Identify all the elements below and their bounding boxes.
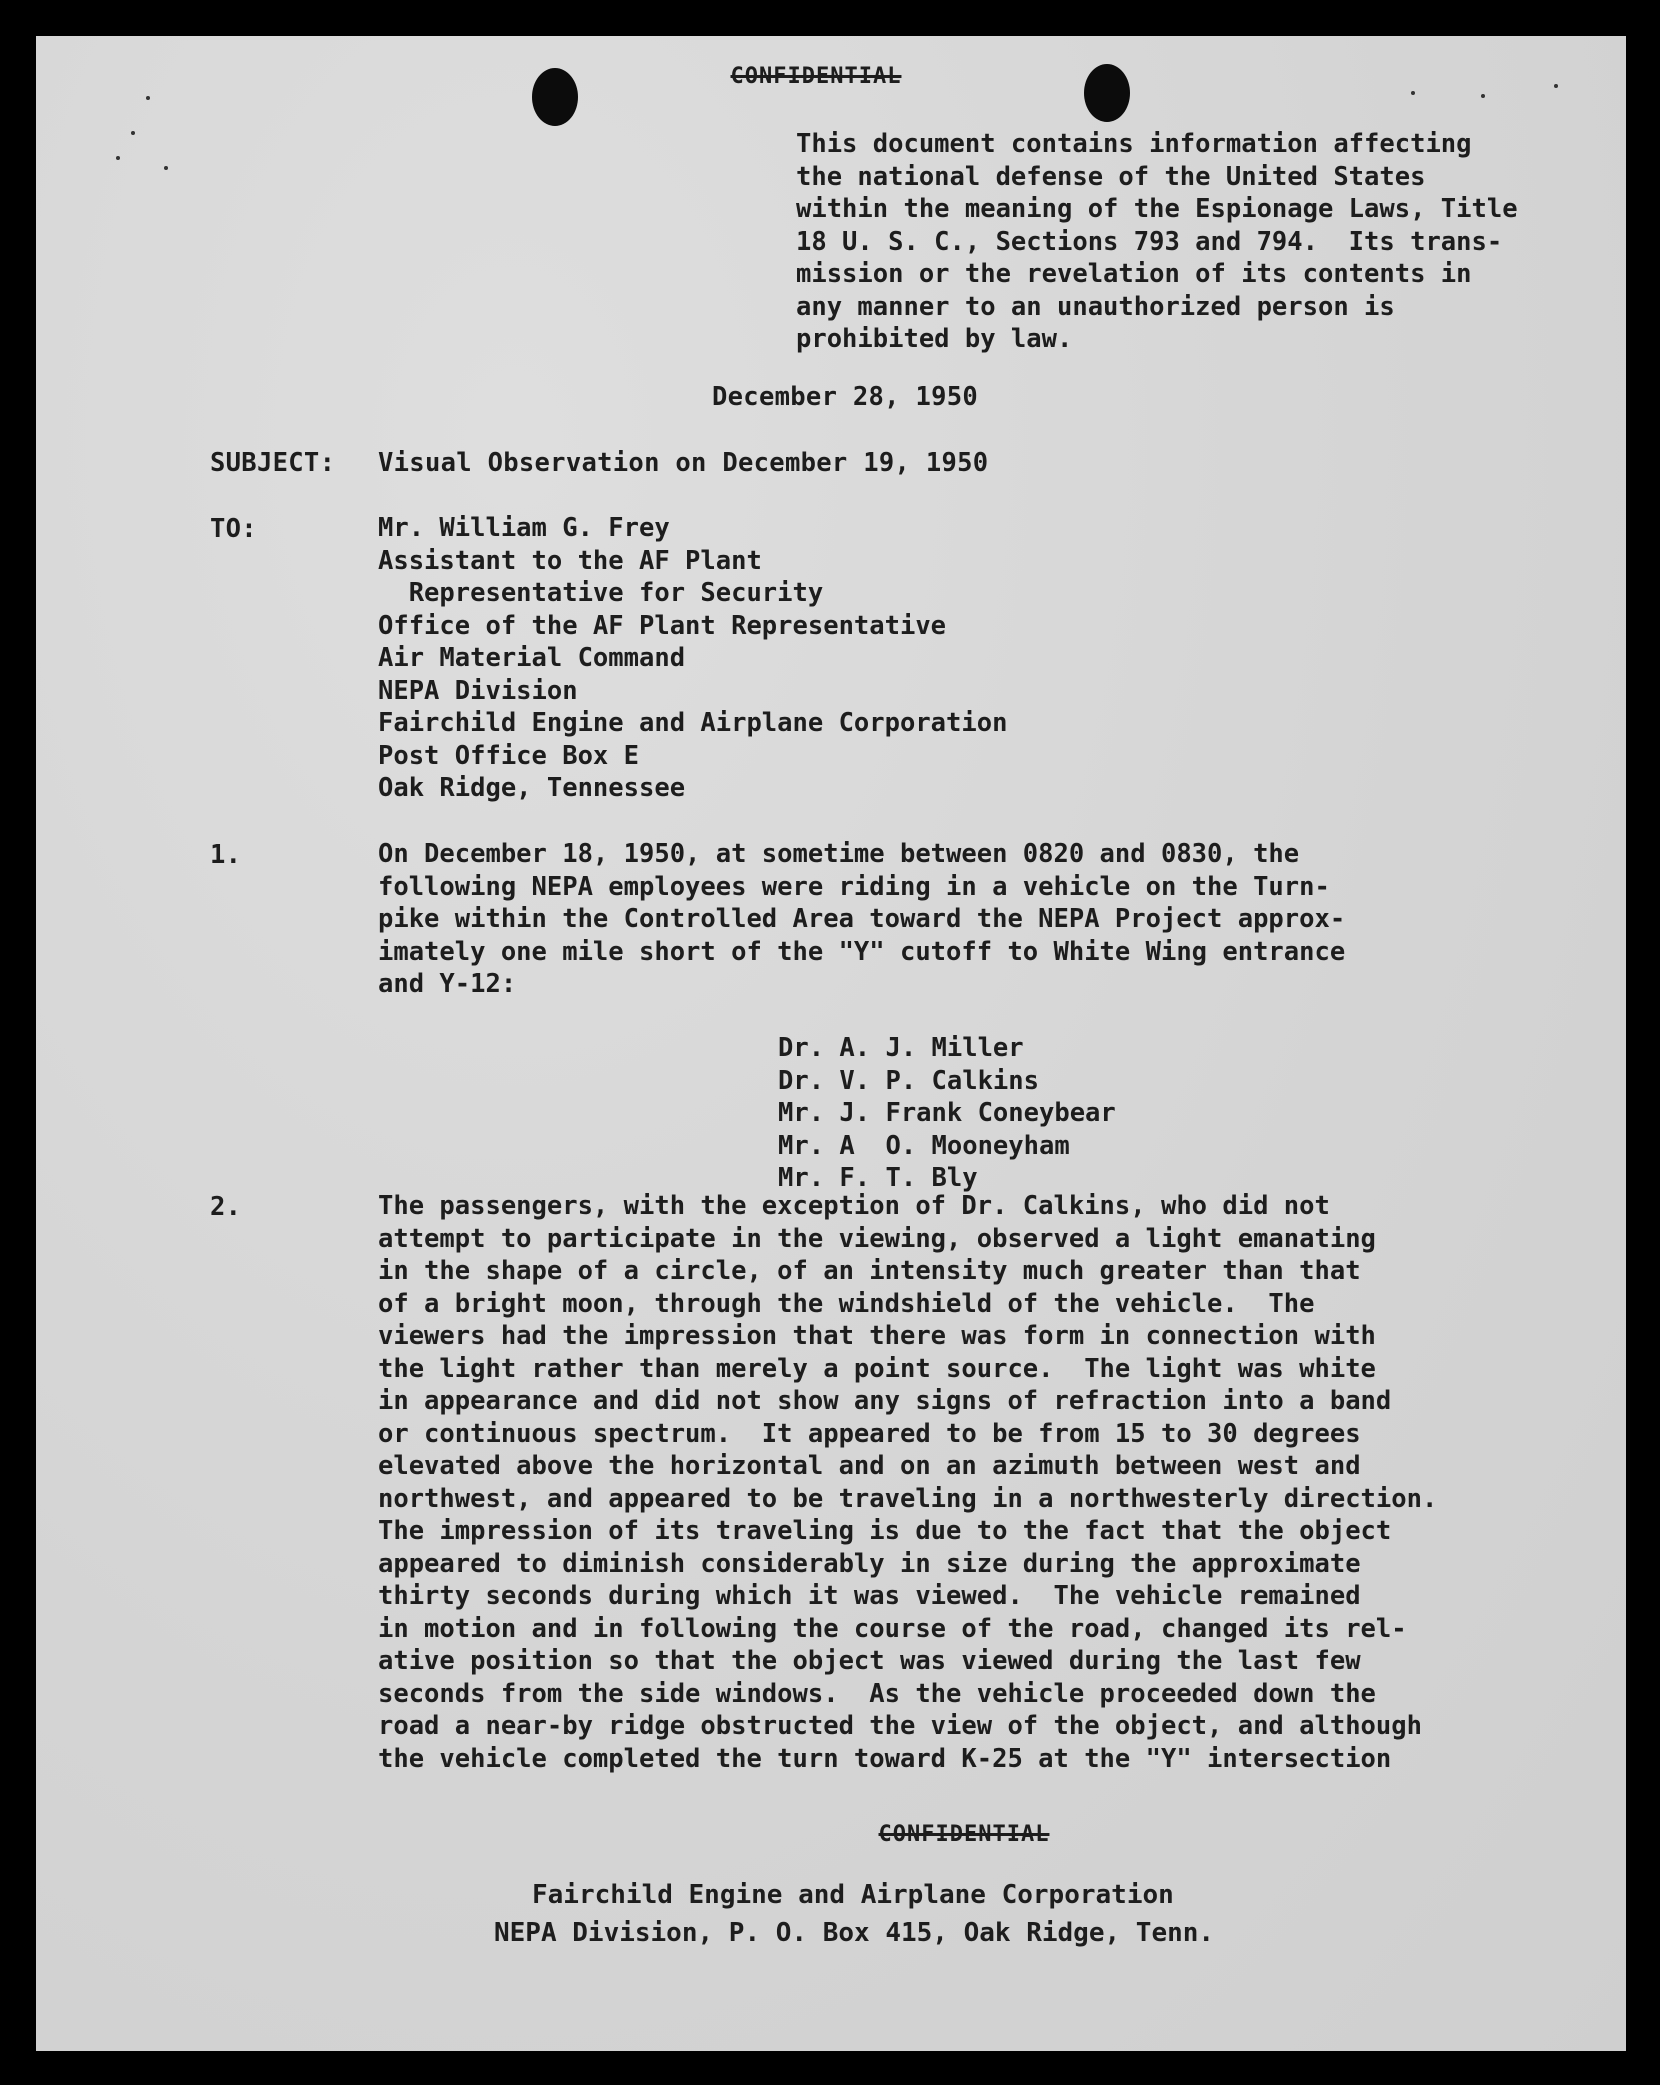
subject-text: Visual Observation on December 19, 1950 [378, 448, 989, 478]
paragraph-line: in motion and in following the course of the road, changed its rel- [378, 1613, 1407, 1644]
notice-line: mission or the revelation of its contents in [796, 259, 1472, 289]
speck [116, 156, 120, 160]
confidential-footer-mark: CONFIDENTIAL [878, 1822, 1050, 1847]
paragraph-line: The passengers, with the exception of Dr. Calkins, who did not [378, 1191, 1330, 1221]
punch-hole-right [1084, 64, 1130, 122]
paragraph-line: thirty seconds during which it was viewed. The vehicle remained [378, 1581, 1361, 1611]
speck [131, 131, 135, 135]
speck [1554, 84, 1558, 88]
speck [146, 96, 150, 100]
paragraph-1-number: 1. [210, 840, 242, 870]
address-line: Mr. William G. Frey [378, 513, 670, 543]
address-line: Post Office Box E [378, 740, 639, 771]
paragraph-line: of a bright moon, through the windshield of the vehicle. The [378, 1288, 1315, 1319]
notice-line: any manner to an unauthorized person is [796, 291, 1395, 322]
espionage-notice [796, 128, 1518, 356]
paragraph-line: the light rather than merely a point source. The light was white [378, 1353, 1376, 1384]
paragraph-1 [378, 838, 1345, 1001]
paragraph-2-number: 2. [210, 1192, 242, 1222]
employee-name: Dr. A. J. Miller [778, 1033, 1024, 1063]
notice-line: prohibited by law. [796, 324, 1073, 354]
paragraph-line: elevated above the horizontal and on an azimuth between west and [378, 1451, 1361, 1481]
paragraph-line: ative position so that the object was viewed during the last few [378, 1646, 1361, 1676]
paragraph-line: On December 18, 1950, at sometime between 0820 and 0830, the [378, 839, 1300, 869]
paragraph-2 [378, 1190, 1437, 1775]
notice-line: within the meaning of the Espionage Laws, Title [796, 194, 1518, 224]
punch-hole-left [532, 68, 578, 126]
footer-company: Fairchild Engine and Airplane Corporation [532, 1880, 1174, 1910]
address-line: Air Material Command [378, 643, 686, 673]
address-line: Oak Ridge, Tennessee [378, 773, 686, 803]
to-label: TO: [210, 514, 257, 544]
paragraph-line: The impression of its traveling is due to the fact that the object [378, 1516, 1392, 1546]
notice-line: This document contains information affecting [796, 129, 1472, 159]
address-line: Fairchild Engine and Airplane Corporation [378, 708, 1008, 738]
paragraph-line: following NEPA employees were riding in a vehicle on the Turn- [378, 871, 1330, 902]
employee-name: Mr. J. Frank Coneybear [778, 1098, 1116, 1128]
paragraph-line: seconds from the side windows. As the vehicle proceeded down the [378, 1678, 1376, 1709]
notice-line: 18 U. S. C., Sections 793 and 794. Its trans- [796, 226, 1503, 257]
document-page [36, 36, 1626, 2051]
paragraph-line: or continuous spectrum. It appeared to be from 15 to 30 degrees [378, 1418, 1361, 1449]
paragraph-line: in the shape of a circle, of an intensity much greater than that [378, 1256, 1361, 1286]
paragraph-line: appeared to diminish considerably in size during the approximate [378, 1548, 1361, 1579]
recipient-address [378, 512, 1007, 805]
address-line: Office of the AF Plant Representative [378, 610, 947, 641]
paragraph-line: and Y-12: [378, 969, 517, 999]
paragraph-line: the vehicle completed the turn toward K-25 at the "Y" intersection [378, 1743, 1392, 1774]
employee-name: Dr. V. P. Calkins [778, 1065, 1039, 1096]
subject-label: SUBJECT: [210, 448, 336, 478]
confidential-header-mark: CONFIDENTIAL [730, 64, 902, 89]
notice-line: the national defense of the United States [796, 161, 1426, 192]
footer-address: NEPA Division, P. O. Box 415, Oak Ridge, Tenn. [494, 1918, 1215, 1948]
paragraph-line: attempt to participate in the viewing, observed a light emanating [378, 1223, 1376, 1254]
employee-name: Mr. F. T. Bly [778, 1163, 978, 1193]
paragraph-line: imately one mile short of the "Y" cutoff to White Wing entrance [378, 936, 1346, 967]
address-line: NEPA Division [378, 675, 578, 706]
letter-date: December 28, 1950 [712, 382, 979, 412]
paragraph-line: in appearance and did not show any signs of refraction into a band [378, 1386, 1392, 1416]
address-line: Assistant to the AF Plant [378, 545, 762, 576]
speck [1411, 91, 1415, 95]
employee-list [778, 1032, 1116, 1195]
speck [164, 166, 168, 170]
employee-name: Mr. A O. Mooneyham [778, 1130, 1070, 1161]
address-line: Representative for Security [378, 578, 824, 608]
paragraph-line: pike within the Controlled Area toward the NEPA Project approx- [378, 904, 1346, 934]
paragraph-line: northwest, and appeared to be traveling in a northwesterly direction. [378, 1483, 1438, 1514]
paragraph-line: viewers had the impression that there was form in connection with [378, 1321, 1376, 1351]
paragraph-line: road a near-by ridge obstructed the view of the object, and although [378, 1711, 1422, 1741]
speck [1481, 94, 1485, 98]
